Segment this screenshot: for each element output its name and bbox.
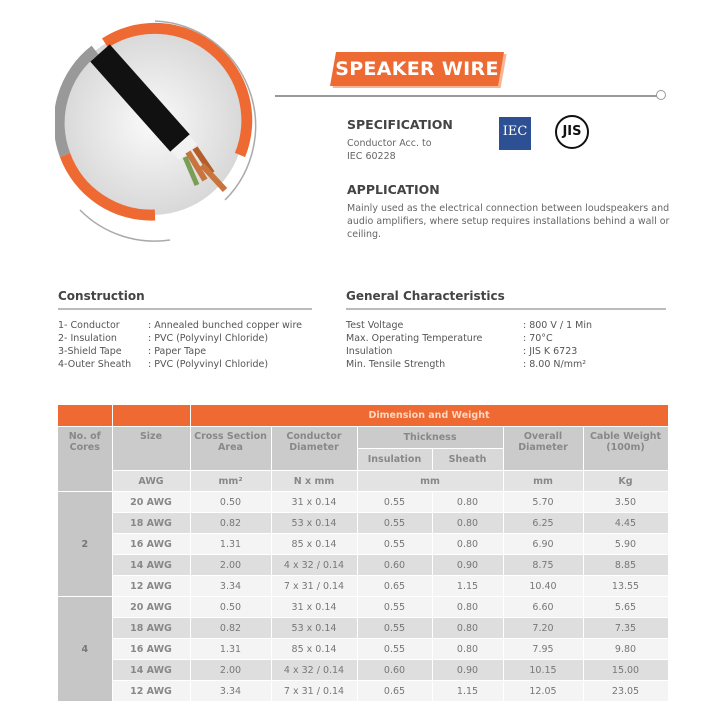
label: 2- Insulation (58, 333, 117, 344)
table-cell: 7 x 31 / 0.14 (271, 681, 357, 702)
application-text: Mainly used as the electrical connection between loudspeakers and audio amplifiers, where setup requires installations behind a wall or ceiling. (347, 203, 670, 240)
table-row (58, 681, 668, 702)
specification-heading: SPECIFICATION (347, 117, 453, 132)
table-cell: 0.55 (357, 513, 432, 534)
general-item (346, 319, 592, 332)
table-cell: 0.65 (357, 576, 432, 597)
unit-thickness: mm (357, 471, 503, 492)
table-cell: 0.80 (432, 597, 503, 618)
unit-size: AWG (112, 471, 190, 492)
header-size: Size (112, 427, 190, 471)
table-cell: 0.80 (432, 513, 503, 534)
table-cell: 5.70 (503, 492, 583, 513)
table-cell: 1.15 (432, 681, 503, 702)
table-cell: 20 AWG (112, 597, 190, 618)
general-heading: General Characteristics (346, 289, 505, 303)
title-badge (330, 52, 504, 86)
table-cell: 8.85 (583, 555, 668, 576)
table-cell: 0.80 (432, 534, 503, 555)
table-cell: 0.80 (432, 639, 503, 660)
table-row (58, 492, 668, 513)
table-cell: 0.55 (357, 492, 432, 513)
table-cell: 2.00 (190, 555, 271, 576)
header-overall: Overall Diameter (503, 427, 583, 471)
header-sheath: Sheath (432, 449, 503, 471)
table-cell: 0.55 (357, 534, 432, 555)
table-cell: 0.80 (432, 618, 503, 639)
table-cell: 0.90 (432, 660, 503, 681)
table-cell: 7.95 (503, 639, 583, 660)
table-cell: 10.40 (503, 576, 583, 597)
general-list (346, 319, 592, 371)
table-row (58, 576, 668, 597)
table-cell: 53 x 0.14 (271, 513, 357, 534)
table-row (58, 555, 668, 576)
table-cell: 1.15 (432, 576, 503, 597)
table-cell: 16 AWG (112, 639, 190, 660)
table-cell: 6.25 (503, 513, 583, 534)
table-cell: 23.05 (583, 681, 668, 702)
table-cell: 6.60 (503, 597, 583, 618)
table-cell: 31 x 0.14 (271, 492, 357, 513)
table-cell: 16 AWG (112, 534, 190, 555)
table-cell: 0.55 (357, 618, 432, 639)
dimension-weight-table (58, 405, 669, 702)
label: Insulation (346, 346, 393, 357)
specification-line1: Conductor Acc. to (347, 138, 432, 149)
table-cell: 0.82 (190, 513, 271, 534)
table-row (58, 618, 668, 639)
divider (275, 95, 657, 97)
header-conductor: Conductor Diameter (271, 427, 357, 471)
label: 1- Conductor (58, 320, 120, 331)
cable-illustration (55, 15, 295, 250)
divider-end-dot (656, 90, 666, 100)
construction-item (58, 358, 302, 371)
divider (346, 308, 666, 310)
table-cell: 0.60 (357, 555, 432, 576)
specification-line2: IEC 60228 (347, 151, 396, 162)
table-cell: 53 x 0.14 (271, 618, 357, 639)
table-cell: 12.05 (503, 681, 583, 702)
value: : JIS K 6723 (523, 346, 578, 357)
table-cell: 3.34 (190, 681, 271, 702)
general-item (346, 345, 592, 358)
header-thickness: Thickness (357, 427, 503, 449)
table-cell: 20 AWG (112, 492, 190, 513)
group-header: Dimension and Weight (190, 405, 668, 427)
construction-heading: Construction (58, 289, 145, 303)
table-cell: 0.55 (357, 597, 432, 618)
table-cell: 18 AWG (112, 513, 190, 534)
header-weight: Cable Weight (100m) (583, 427, 668, 471)
table-cell: 6.90 (503, 534, 583, 555)
unit-weight: Kg (583, 471, 668, 492)
construction-item (58, 345, 302, 358)
value: : 70°C (523, 333, 553, 344)
cores-cell: 4 (58, 597, 112, 702)
label: Test Voltage (346, 320, 404, 331)
value: : PVC (Polyvinyl Chloride) (148, 359, 269, 370)
general-item (346, 358, 592, 371)
table-cell: 10.15 (503, 660, 583, 681)
label: 4-Outer Sheath (58, 359, 132, 370)
header-cores: No. of Cores (58, 427, 112, 492)
iec-logo: IEC (499, 117, 531, 150)
jis-logo: JIS (555, 115, 589, 149)
table-cell: 31 x 0.14 (271, 597, 357, 618)
construction-item (58, 332, 302, 345)
blank (58, 405, 112, 427)
table-cell: 8.75 (503, 555, 583, 576)
table-row (58, 639, 668, 660)
blank (112, 405, 190, 427)
table-cell: 0.90 (432, 555, 503, 576)
value: : 8.00 N/mm² (523, 359, 587, 370)
table-cell: 0.50 (190, 492, 271, 513)
table-cell: 7.20 (503, 618, 583, 639)
table-cell: 7 x 31 / 0.14 (271, 576, 357, 597)
construction-list (58, 319, 302, 371)
label: Max. Operating Temperature (346, 333, 483, 344)
table-cell: 0.55 (357, 639, 432, 660)
table-cell: 12 AWG (112, 576, 190, 597)
unit-conductor: N x mm (271, 471, 357, 492)
table-cell: 7.35 (583, 618, 668, 639)
header-area: Cross Section Area (190, 427, 271, 471)
value: : PVC (Polyvinyl Chloride) (148, 333, 269, 344)
table-cell: 5.65 (583, 597, 668, 618)
table-cell: 3.50 (583, 492, 668, 513)
table-cell: 4 x 32 / 0.14 (271, 660, 357, 681)
table-cell: 14 AWG (112, 660, 190, 681)
table-cell: 0.80 (432, 492, 503, 513)
divider (58, 308, 312, 310)
table-cell: 14 AWG (112, 555, 190, 576)
cores-cell: 2 (58, 492, 112, 597)
table-cell: 0.50 (190, 597, 271, 618)
table-row (58, 597, 668, 618)
table-cell: 12 AWG (112, 681, 190, 702)
value: : Paper Tape (148, 346, 207, 357)
table-cell: 13.55 (583, 576, 668, 597)
table-row (58, 513, 668, 534)
construction-item (58, 319, 302, 332)
value: : 800 V / 1 Min (523, 320, 593, 331)
table-cell: 18 AWG (112, 618, 190, 639)
table-cell: 5.90 (583, 534, 668, 555)
table-cell: 85 x 0.14 (271, 534, 357, 555)
table-cell: 9.80 (583, 639, 668, 660)
table-cell: 0.65 (357, 681, 432, 702)
table-cell: 15.00 (583, 660, 668, 681)
value: : Annealed bunched copper wire (148, 320, 302, 331)
label: Min. Tensile Strength (346, 359, 446, 370)
unit-area: mm² (190, 471, 271, 492)
label: 3-Shield Tape (58, 346, 122, 357)
table-row (58, 660, 668, 681)
table-cell: 4.45 (583, 513, 668, 534)
general-item (346, 332, 592, 345)
table-cell: 4 x 32 / 0.14 (271, 555, 357, 576)
unit-overall: mm (503, 471, 583, 492)
table-cell: 1.31 (190, 534, 271, 555)
page-title: SPEAKER WIRE (335, 58, 499, 80)
table-cell: 3.34 (190, 576, 271, 597)
header-insulation: Insulation (357, 449, 432, 471)
table-cell: 1.31 (190, 639, 271, 660)
table-cell: 0.60 (357, 660, 432, 681)
application-heading: APPLICATION (347, 182, 440, 197)
table-cell: 0.82 (190, 618, 271, 639)
table-row (58, 534, 668, 555)
table-cell: 85 x 0.14 (271, 639, 357, 660)
table-cell: 2.00 (190, 660, 271, 681)
